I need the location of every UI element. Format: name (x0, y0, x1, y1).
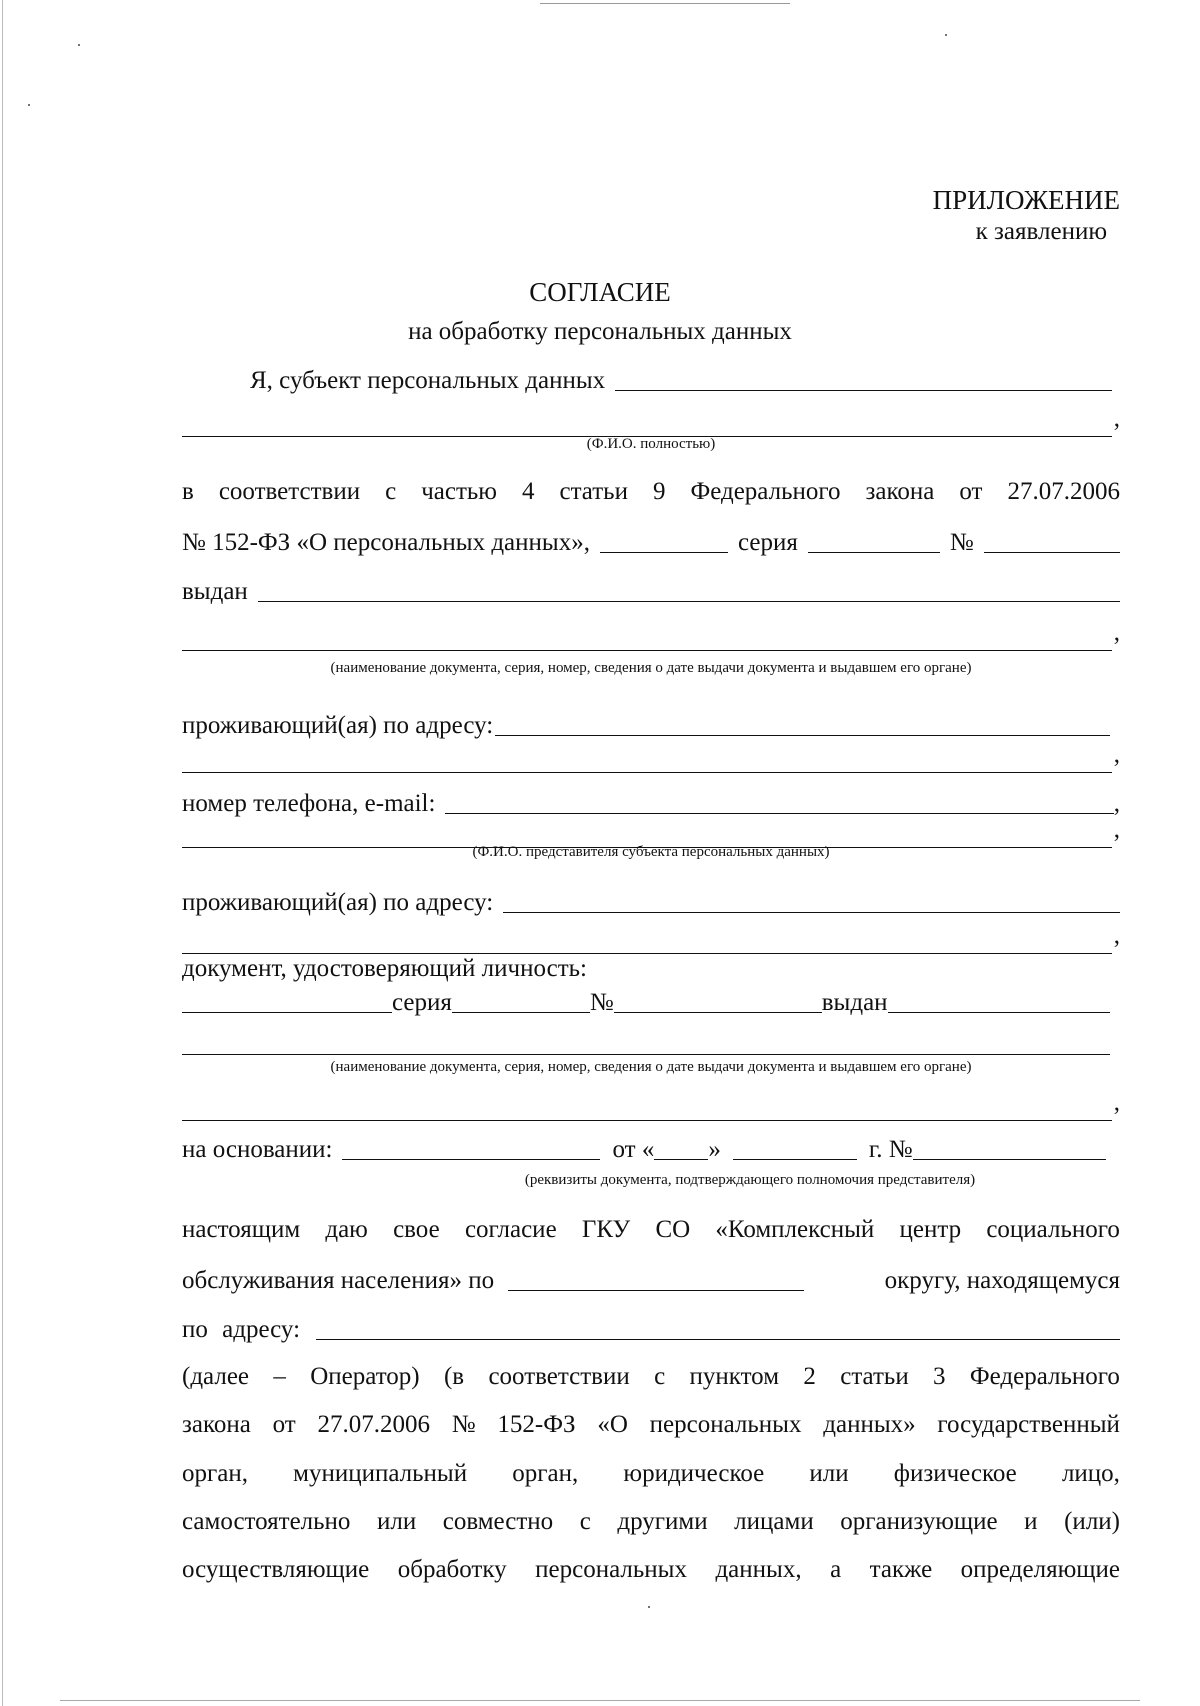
rep-fio-comma: , (1113, 816, 1120, 843)
word: осуществляющие (182, 1556, 370, 1583)
basis-document-field[interactable] (342, 1159, 600, 1160)
word: 2 (803, 1363, 816, 1390)
word: статьи (840, 1363, 909, 1390)
word: с (654, 1363, 666, 1390)
word: центр (899, 1216, 962, 1243)
word: СО (655, 1216, 691, 1243)
body-line-8 (182, 1555, 1120, 1585)
word: Оператор) (310, 1363, 420, 1390)
basis-day-field[interactable] (654, 1159, 708, 1160)
scan-artifact-top (540, 3, 790, 4)
annex-header (933, 184, 1120, 248)
word: № (451, 1411, 476, 1438)
scan-speck (78, 44, 80, 46)
word: от (272, 1411, 296, 1438)
issued-field[interactable] (258, 601, 1120, 602)
word: самостоятельно (182, 1508, 351, 1535)
from-label: от « (612, 1136, 655, 1163)
word: определяющие (960, 1556, 1120, 1583)
document-title: СОГЛАСИЕ (529, 277, 671, 307)
subject-row (250, 362, 1112, 396)
word: 27.07.2006 (1007, 478, 1120, 505)
word: согласие (464, 1216, 557, 1243)
rep-doc-type-field[interactable] (182, 1012, 392, 1013)
word: Федерального (969, 1363, 1120, 1390)
word: пунктом (689, 1363, 780, 1390)
word: лицо, (1061, 1460, 1120, 1487)
series-label: серия (737, 529, 798, 556)
word: (далее (182, 1363, 250, 1390)
scan-artifact-bottom (60, 1700, 1140, 1701)
body-line-3 (182, 1311, 1120, 1345)
word: даю (325, 1216, 368, 1243)
body-line-4 (182, 1362, 1120, 1392)
word: 3 (933, 1363, 946, 1390)
body-line-6 (182, 1459, 1120, 1489)
word: также (869, 1556, 933, 1583)
address-row-2 (182, 741, 1120, 778)
fio-caption: (Ф.И.О. полностью) (586, 436, 716, 452)
rep-address-label: проживающий(ая) по адресу: (182, 889, 494, 916)
body-line-2-start: обслуживания населения» по (182, 1267, 495, 1294)
phone-row (182, 785, 1120, 819)
phone-comma: , (1113, 790, 1120, 817)
word: и (1024, 1508, 1038, 1535)
id-doc-fields-row (182, 984, 1110, 1018)
doc-details-comma: , (1113, 619, 1120, 646)
basis-row (182, 1131, 1106, 1165)
word: ГКУ (581, 1216, 631, 1243)
word: лицами (734, 1508, 814, 1535)
word: 9 (652, 478, 666, 505)
subject-label: Я, субъект персональных данных (250, 367, 606, 394)
annex-title: ПРИЛОЖЕНИЕ (932, 185, 1120, 215)
rep-extra-field[interactable] (182, 1120, 1112, 1121)
word: Федерального (690, 478, 841, 505)
body-line-7 (182, 1507, 1120, 1537)
rep-number-field[interactable] (614, 1012, 822, 1013)
address-field-2[interactable] (182, 772, 1112, 773)
rep-doc-details-row (182, 1026, 1110, 1060)
operator-address-label: по адресу: (182, 1316, 301, 1343)
address-row (182, 707, 1110, 741)
number-field[interactable] (984, 552, 1120, 553)
word: персональных (535, 1556, 687, 1583)
number-label: № (949, 529, 974, 556)
scan-speck (28, 104, 30, 106)
word: от (959, 478, 983, 505)
word: соответствии (218, 478, 361, 505)
rep-issued-label: выдан (821, 989, 888, 1016)
word: орган, (182, 1460, 248, 1487)
scan-edge (2, 0, 3, 1706)
word: орган, (512, 1460, 579, 1487)
year-number-label: г. № (868, 1136, 913, 1163)
series-field[interactable] (808, 552, 940, 553)
body-line-5 (182, 1410, 1120, 1440)
word: – (273, 1363, 286, 1390)
basis-month-field[interactable] (733, 1159, 857, 1160)
word: обработку (397, 1556, 507, 1583)
word: «О (597, 1411, 628, 1438)
word: юридическое (623, 1460, 765, 1487)
scan-speck (648, 1606, 650, 1608)
annex-subtitle: к заявлению (975, 218, 1108, 245)
address-field[interactable] (495, 735, 1110, 736)
district-field[interactable] (508, 1290, 804, 1291)
doc-details-row (182, 619, 1120, 656)
word: или (376, 1508, 417, 1535)
word: (в (443, 1363, 465, 1390)
word: статьи (559, 478, 628, 505)
rep-extra-row (182, 1089, 1120, 1126)
operator-address-field[interactable] (316, 1339, 1120, 1340)
rep-series-field[interactable] (452, 1012, 590, 1013)
word: данных» (823, 1411, 916, 1438)
law-reference: № 152-ФЗ «О персональных данных», (182, 529, 590, 556)
word: 27.07.2006 (317, 1411, 430, 1438)
word: «Комплексный (715, 1216, 875, 1243)
word: закона (865, 478, 935, 505)
word: государственный (937, 1411, 1120, 1438)
rep-caption: (Ф.И.О. представителя субъекта персональных данных) (472, 844, 830, 860)
rep-doc-caption: (наименование документа, серия, номер, сведения о дате выдачи документа и выдавшем его органе) (330, 1059, 972, 1075)
word: настоящим (182, 1216, 301, 1243)
rep-number-label: № (589, 989, 614, 1016)
rep-series-label: серия (392, 989, 452, 1016)
phone-label: номер телефона, e-mail: (182, 790, 436, 817)
word: частью (421, 478, 497, 505)
word: социального (986, 1216, 1120, 1243)
word: 152-ФЗ (497, 1411, 576, 1438)
id-doc-label: документ, удостоверяющий личность: (182, 955, 587, 982)
body-line-1 (182, 1215, 1120, 1245)
address-label: проживающий(ая) по адресу: (182, 712, 494, 739)
word: совместно (442, 1508, 554, 1535)
doc-details-field[interactable] (182, 650, 1112, 651)
word: а (830, 1556, 842, 1583)
word: закона (182, 1411, 251, 1438)
law-line-1 (182, 477, 1120, 507)
word: с (385, 478, 397, 505)
body-line-2 (182, 1262, 1120, 1296)
id-doc-row (182, 950, 1120, 984)
word: свое (393, 1216, 440, 1243)
word: 4 (521, 478, 535, 505)
rep-extra-comma: , (1113, 1089, 1120, 1116)
basis-number-field[interactable] (913, 1159, 1106, 1160)
issued-row (182, 573, 1120, 607)
issued-label: выдан (182, 578, 248, 605)
word: персональных (649, 1411, 802, 1438)
document-type-field[interactable] (600, 552, 728, 553)
rep-issued-field[interactable] (888, 1012, 1110, 1013)
word: данных, (715, 1556, 802, 1583)
fio-comma: , (1113, 405, 1120, 432)
basis-caption: (реквизиты документа, подтверждающего полномочия представителя) (524, 1172, 976, 1188)
law-line-2 (182, 524, 1120, 558)
scan-speck (945, 34, 947, 36)
rep-address-field[interactable] (503, 912, 1120, 913)
doc-caption: (наименование документа, серия, номер, сведения о дате выдачи документа и выдавшем его органе) (330, 660, 972, 676)
rep-address-row (182, 884, 1120, 918)
word: соответствии (488, 1363, 630, 1390)
body-line-2-end: округу, находящемуся (884, 1267, 1120, 1294)
subject-name-field[interactable] (615, 390, 1112, 391)
rep-address-comma: , (1113, 922, 1120, 949)
quote-close: » (708, 1136, 721, 1163)
word: физическое (893, 1460, 1017, 1487)
basis-label: на основании: (182, 1136, 333, 1163)
phone-email-field[interactable] (445, 813, 1113, 814)
word: (или) (1064, 1508, 1120, 1535)
word: с (579, 1508, 591, 1535)
word: в (182, 478, 194, 505)
word: другими (617, 1508, 708, 1535)
document-subtitle: на обработку персональных данных (408, 318, 792, 345)
address-comma: , (1113, 741, 1120, 768)
word: организующие (840, 1508, 998, 1535)
word: или (809, 1460, 849, 1487)
rep-doc-details-field[interactable] (182, 1054, 1110, 1055)
word: муниципальный (293, 1460, 468, 1487)
